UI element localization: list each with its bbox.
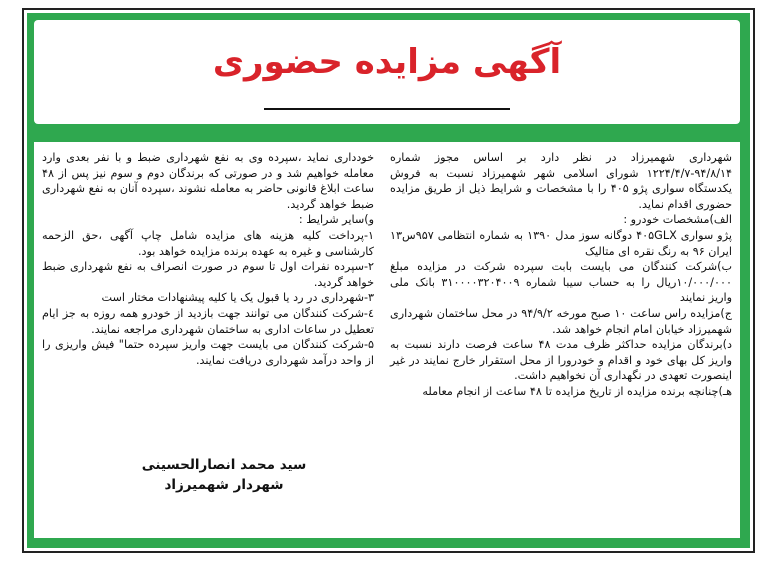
paragraph: د)برندگان مزایده حداکثر ظرف مدت ۴۸ ساعت فرصت دارند نسبت به واریز کل بهای خود و اقدام و خودرورا از محل استقرار خارج نمایند در غیر اینصورت تعهدی در نگهداری آن نخواهیم داشت.: [390, 338, 732, 383]
left-column: [42, 150, 374, 368]
paragraph: ۵-شرکت کنندگان می بایست جهت واریز سپرده حتما" فیش واریزی را از واحد درآمد شهرداری دریافت نمایند.: [42, 338, 374, 367]
page-title: آگهی مزایده حضوری: [212, 42, 562, 82]
paragraph: ۲-سپرده نفرات اول تا سوم در صورت انصراف به نفع شهرداری ضبط خواهد گردید.: [42, 260, 374, 289]
title-panel: [34, 20, 740, 124]
paragraph: ٤-شرکت کنندگان می توانند جهت بازدید از خودرو همه روزه به جز ایام تعطیل در ساعات اداری به ساختمان شهرداری مراجعه نمایند.: [42, 306, 374, 336]
signature-block: [124, 455, 324, 495]
paragraph: الف)مشخصات خودرو :: [623, 213, 732, 227]
paragraph: ۱-پرداخت کلیه هزینه های مزایده شامل چاپ آگهی ،حق الزحمه کارشناسی و غیره به عهده برنده مزایده خواهد بود.: [42, 228, 374, 258]
paragraph: ب)شرکت کنندگان می بایست بابت سپرده شرکت در مزایده مبلغ ۱۰/۰۰۰/۰۰۰ریال را به حساب سیبا شماره ۳۱۰۰۰۰۳۲۰۴۰۰۹ بانک ملی واریز نمایند: [390, 260, 732, 305]
signer-name: سید محمد انصارالحسینی: [141, 457, 307, 473]
signer-title: شهردار شهمیرزاد: [164, 477, 284, 493]
title-underline: [264, 108, 510, 110]
paragraph: ج)مزایده راس ساعت ۱۰ صبح مورخه ۹۴/۹/۲ در محل ساختمان شهرداری شهمیرزاد خیابان امام انجام خواهد شد.: [390, 306, 732, 336]
paragraph: شهرداری شهمیرزاد در نظر دارد بر اساس مجوز شماره ۹۴/۸/۱۴-۱۲۲۴/۴/۷ شورای اسلامی شهر شهمیرزاد نسبت به فروش یکدستگاه سواری پژو ۴۰۵ را با مشخصات و شرایط ذیل از طریق مزایده حضوری اقدام نماید.: [390, 151, 732, 211]
content-panel: [34, 142, 740, 538]
paragraph: و)سایر شرایط :: [298, 213, 374, 227]
paragraph: پژو سواری ۴۰۵GLX دوگانه سوز مدل ۱۳۹۰ به شماره انتظامی ۹۵۷س۱۳ ایران ۹۶ به رنگ نقره ای متالیک: [390, 228, 732, 258]
paragraph: هـ)چنانچه برنده مزایده از تاریخ مزایده تا ۴۸ ساعت از انجام معامله: [422, 384, 732, 398]
paragraph: خودداری نماید ،سپرده وی به نفع شهرداری ضبط و با نفر بعدی وارد معامله خواهیم شد و در صورتی که برندگان دوم و سوم نیز پس از ۴۸ ساعت ابلاغ قانونی حاضر به معامله نشوند ،سپرده آنان به نفع شهرداری ضبط خواهد گردید.: [42, 151, 374, 211]
paragraph: ۳-شهرداری در رد یا قبول یک یا کلیه پیشنهادات مختار است: [101, 291, 374, 305]
right-column: [390, 150, 732, 400]
